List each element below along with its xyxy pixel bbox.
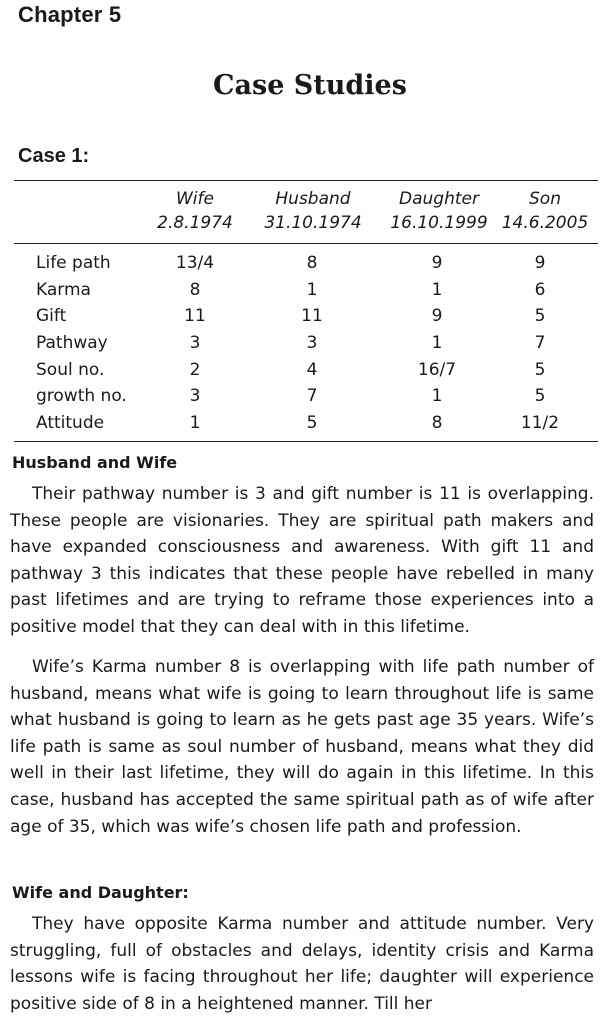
section-heading: Wife and Daughter: [12,883,189,902]
cell-husband: 4 [306,359,318,380]
cell-son: 7 [534,333,546,354]
column-name: Wife [176,189,214,209]
cell-husband: 7 [306,386,318,407]
cell-husband: 11 [301,306,323,327]
column-name: Husband [275,189,351,209]
row-label: Pathway [36,333,108,354]
cell-daughter: 1 [431,386,443,407]
table-row [0,250,600,277]
row-label: Karma [36,279,91,300]
cell-husband: 5 [306,413,318,434]
cell-wife: 3 [189,386,201,407]
column-name: Daughter [399,189,479,209]
cell-wife: 13/4 [175,253,215,273]
column-name: Son [529,189,561,209]
paragraph: Their pathway number is 3 and gift number is 11 is overlapping. These people are visionaries. They are spiritual path makers and have expanded consciousness and awareness. With gift 11 and pathway 3 this indicates that these people have rebelled in many past lifetimes and are trying to reframe those experiences into a positive model that they can deal with in this lifetime. [10,484,594,637]
row-label: Soul no. [36,359,105,380]
table-row [0,383,600,410]
cell-son: 11/2 [520,413,560,434]
column-date: 31.10.1974 [264,213,362,233]
cell-husband: 3 [306,333,318,354]
row-label: growth no. [36,386,127,407]
column-header-wife [150,187,240,235]
chapter-heading: Chapter 5 [18,2,122,27]
page-title: Case Studies [213,70,407,101]
cell-son: 5 [534,306,546,327]
cell-son: 5 [534,386,546,407]
table-row [0,303,600,330]
cell-son: 9 [534,253,546,273]
table-row [0,410,600,437]
paragraph: Wife’s Karma number 8 is overlapping with life path number of husband, means what wife is going to learn throughout life is same what husband is going to learn as he gets past age 35 years. Wife’s life path is same as soul number of husband, means what they did well in their last lifetime, they will do again in this lifetime. In this case, husband has accepted the same spiritual path as of wife after age of 35, which was wife’s chosen life path and profession. [10,657,594,837]
cell-wife: 3 [189,333,201,354]
column-date: 16.10.1999 [390,213,488,233]
table-row [0,357,600,384]
cell-husband: 8 [306,253,318,273]
row-label: Life path [36,253,111,273]
cell-wife: 8 [189,279,201,300]
cell-wife: 2 [189,359,201,380]
section-heading: Husband and Wife [12,453,178,472]
table-body [0,250,600,437]
case-label: Case 1: [18,145,90,167]
cell-husband: 1 [306,279,318,300]
cell-wife: 1 [189,413,201,434]
table-top-rule [14,180,598,181]
table-row [0,277,600,304]
cell-daughter: 9 [431,253,443,273]
cell-daughter: 1 [431,279,443,300]
column-header-husband [258,187,368,235]
column-header-daughter [384,187,494,235]
cell-daughter: 16/7 [417,359,457,380]
cell-daughter: 8 [431,413,443,434]
cell-son: 6 [534,279,546,300]
cell-daughter: 9 [431,306,443,327]
column-date: 14.6.2005 [501,213,589,233]
row-label: Attitude [36,413,105,434]
table-row [0,330,600,357]
column-header-son [495,187,595,235]
cell-son: 5 [534,359,546,380]
table-bottom-rule [14,441,598,442]
column-date: 2.8.1974 [157,213,233,233]
cell-daughter: 1 [431,333,443,354]
row-label: Gift [36,306,67,327]
cell-wife: 11 [184,306,206,327]
paragraph: They have opposite Karma number and attitude number. Very struggling, full of obstacles and delays, identity crisis and Karma lessons wife is facing throughout her life; daughter will experience positive side of 8 in a heightened manner. Till her [10,914,594,1014]
table-header-rule [14,243,598,244]
